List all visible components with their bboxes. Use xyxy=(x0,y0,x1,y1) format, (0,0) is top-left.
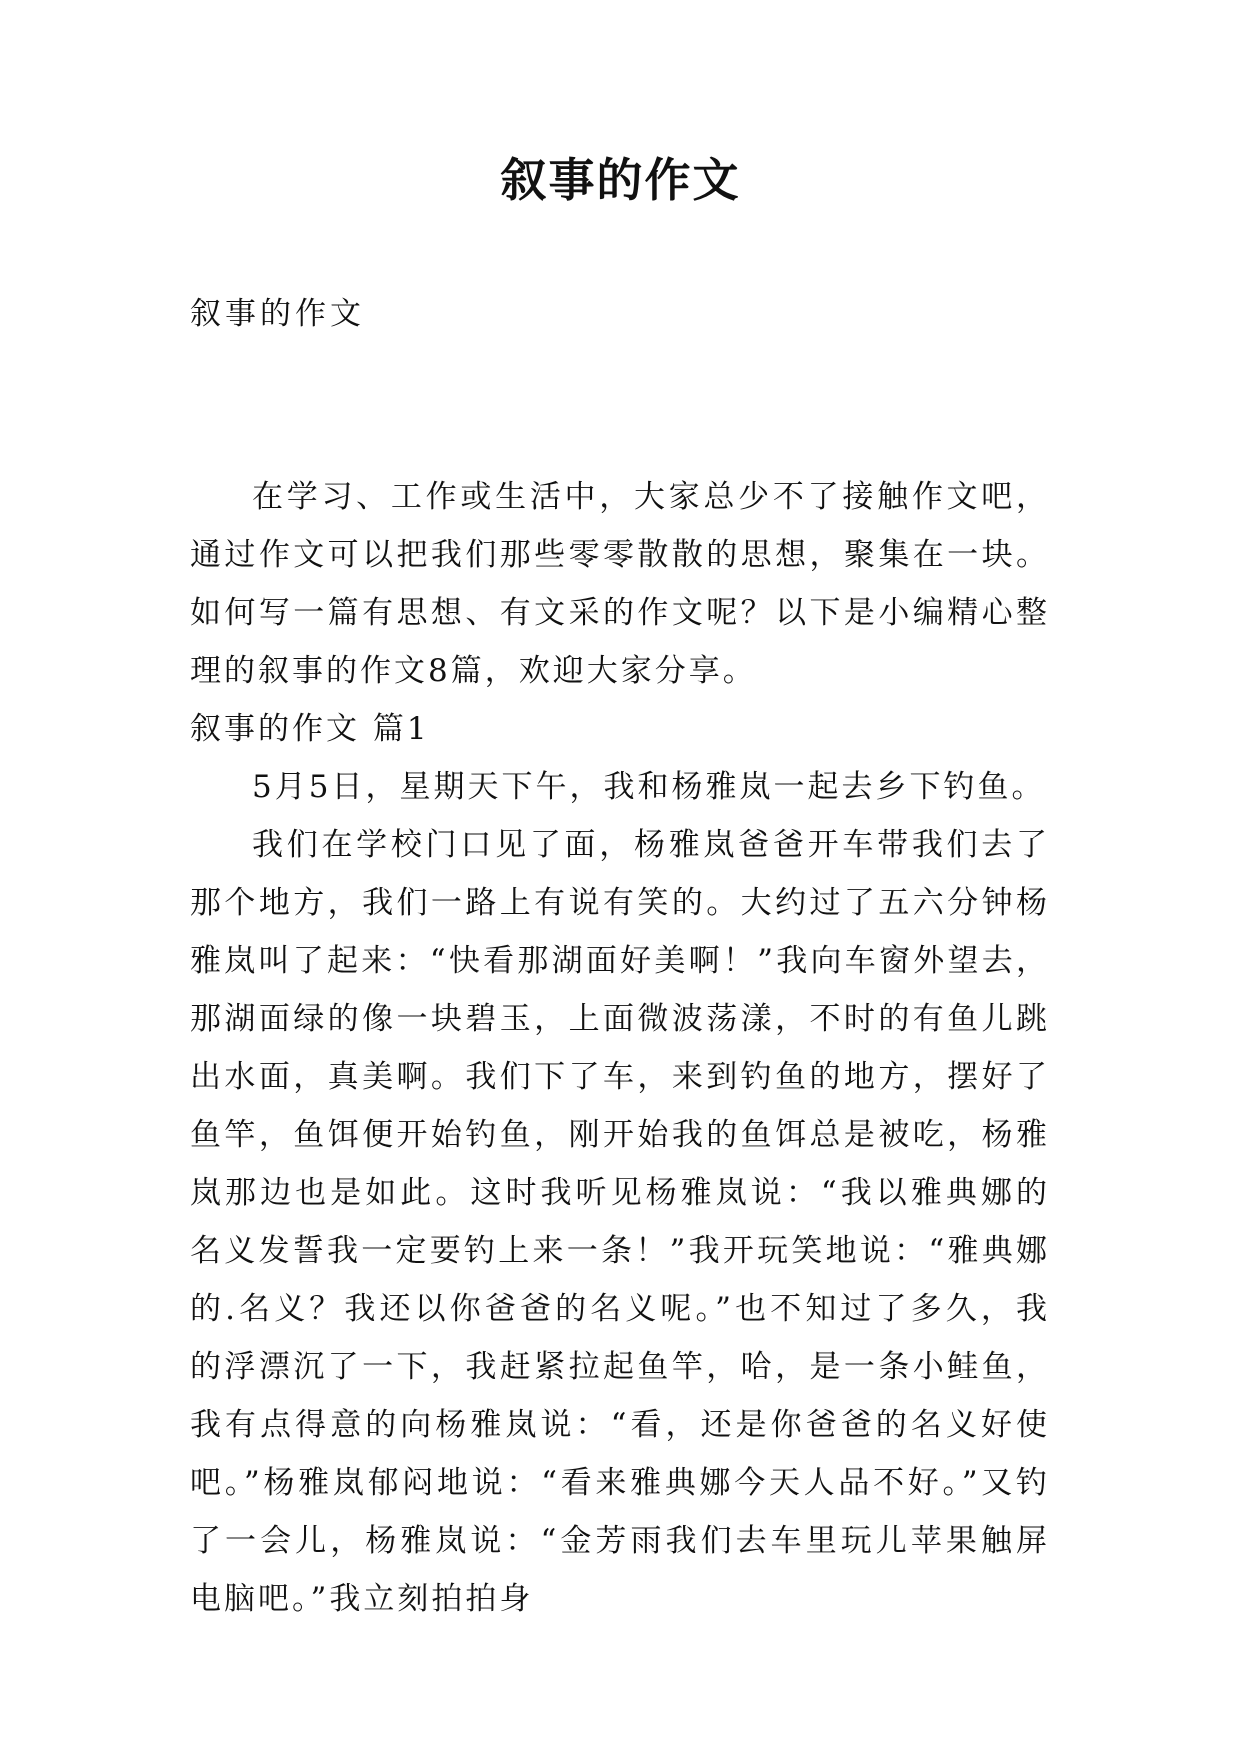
paragraph-line: 此。这时我听见杨雅岚说：“我以雅典娜的名义发誓我一定 xyxy=(190,1175,1050,1269)
paragraph-line: 我们在学校门口见了面，杨雅岚爸爸开车带我们去了那 xyxy=(190,827,1050,921)
document-title: 叙事的作文 xyxy=(500,153,741,207)
intro-paragraph xyxy=(190,468,1050,700)
intro-line: 写一篇有思想、有文采的作文呢？以下是小编精心整理的叙 xyxy=(190,595,1051,689)
paragraph-line: “看来雅典娜今天人品不好。”又钓了一会儿，杨雅岚说： xyxy=(190,1465,1050,1559)
paragraph-line: 要钓上来一条！”我开玩笑地说：“雅典娜的.名义？我还以 xyxy=(190,1233,1050,1327)
paragraph-line: 我赶紧拉起鱼竿，哈，是一条小鲑鱼，我有点得意的向杨雅 xyxy=(190,1349,1051,1443)
section-heading: 叙事的作文 篇1 xyxy=(190,711,430,747)
paragraph-line: 岚说：“看，还是你爸爸的名义好使吧。”杨雅岚郁闷地说： xyxy=(190,1407,1050,1501)
paragraph-2 xyxy=(190,816,1050,1628)
intro-line: 过作文可以把我们那些零零散散的思想，聚集在一块。如何 xyxy=(190,537,1051,631)
paragraph-line: 个地方，我们一路上有说有笑的。大约过了五六分钟杨雅岚 xyxy=(190,885,1051,979)
paragraph-line: “金芳雨我们去车里玩儿苹果触屏电脑吧。”我立刻拍拍身 xyxy=(190,1523,1050,1617)
document-subtitle: 叙事的作文 xyxy=(190,296,365,332)
paragraph-line: 真美啊。我们下了车，来到钓鱼的地方，摆好了鱼竿，鱼饵 xyxy=(190,1059,1051,1153)
paragraph-line: 你爸爸的名义呢。”也不知过了多久，我的浮漂沉了一下， xyxy=(190,1291,1050,1385)
paragraph-1: 5月5日，星期天下午，我和杨雅岚一起去乡下钓鱼。 xyxy=(252,769,1046,805)
paragraph-line: 绿的像一块碧玉，上面微波荡漾，不时的有鱼儿跳出水面， xyxy=(190,1001,1050,1095)
intro-line: 事的作文8篇，欢迎大家分享。 xyxy=(292,653,757,689)
intro-line: 在学习、工作或生活中，大家总少不了接触作文吧，通 xyxy=(190,479,1050,573)
paragraph-line: 叫了起来：“快看那湖面好美啊！”我向车窗外望去，那湖面 xyxy=(190,943,1051,1037)
paragraph-line: 便开始钓鱼，刚开始我的鱼饵总是被吃，杨雅岚那边也是如 xyxy=(190,1117,1051,1211)
document-body xyxy=(190,468,1050,1628)
